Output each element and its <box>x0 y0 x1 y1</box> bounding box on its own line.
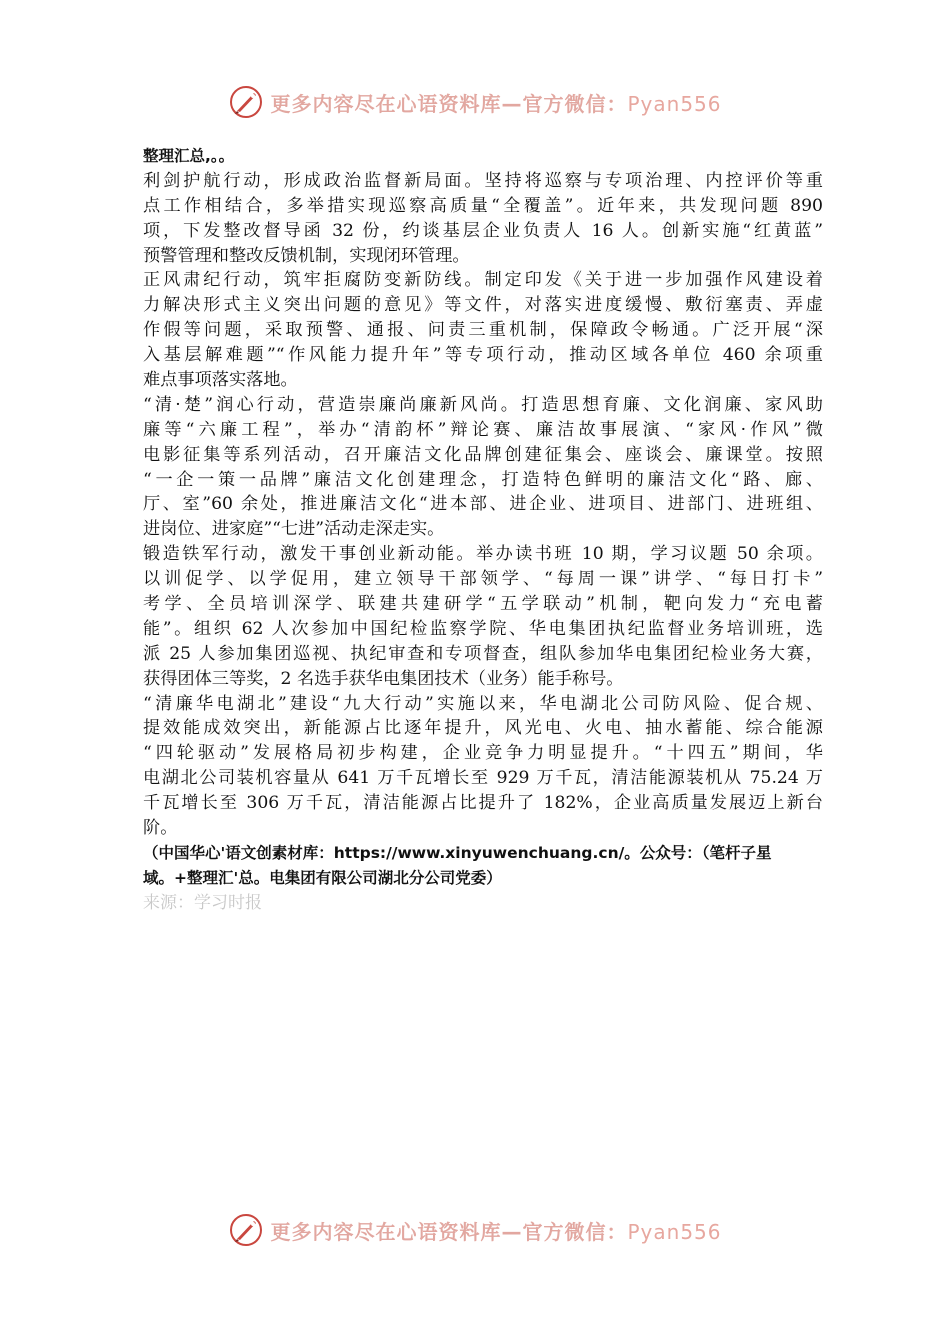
text-line: 进岗位、进家庭”“七进”活动走深走实。 <box>143 519 445 540</box>
source-attribution: 来源：学习时报 <box>143 892 262 913</box>
text-line: 利剑护航行动，形成政治监督新局面。坚持将巡察与专项治理、内控评价等重 <box>143 170 823 191</box>
text-line: 预警管理和整改反馈机制，实现闭环管理。 <box>143 245 470 266</box>
text-line: “清廉华电湖北”建设“九大行动”实施以来，华电湖北公司防风险、促合规、 <box>143 693 823 714</box>
text-line: 电湖北公司装机容量从 641 万千瓦增长至 929 万千瓦，清洁能源装机从 75.24 万 <box>143 768 823 789</box>
banner-wechat-id: Pyan556 <box>627 1219 722 1244</box>
text-line: 力解决形式主义突出问题的意见》等文件，对落实进度缓慢、敷衍塞责、弄虚 <box>143 295 823 316</box>
text-line: “一企一策一品牌”廉洁文化创建理念，打造特色鲜明的廉洁文化“路、廊、 <box>143 469 823 490</box>
banner-text <box>270 88 721 117</box>
text-line: 以训促学、以学促用，建立领导干部领学、“每周一课”讲学、“每日打卡” <box>143 569 823 590</box>
text-line: 点工作相结合，多举措实现巡察高质量“全覆盖”。近年来，共发现问题 890 <box>143 195 823 216</box>
text-line: 能”。组织 62 人次参加中国纪检监察学院、华电集团执纪监督业务培训班，选 <box>143 618 823 639</box>
text-line: 千瓦增长至 306 万千瓦，清洁能源占比提升了 182%，企业高质量发展迈上新台 <box>143 793 823 814</box>
text-line: 入基层解难题”“作风能力提升年”等专项行动，推动区域各单位 460 余项重 <box>143 345 823 366</box>
quill-pen-logo-icon <box>228 1212 264 1248</box>
banner-slogan: 更多内容尽在心语资料库—官方微信： <box>270 91 628 116</box>
text-line: 廉等“六廉工程”，举办“清韵杯”辩论赛、廉洁故事展演、“家风·作风”微 <box>143 419 823 440</box>
banner-text <box>270 1216 721 1245</box>
text-line: 作假等问题，采取预警、通报、问责三重机制，保障政令畅通。广泛开展“深 <box>143 320 823 341</box>
text-line: 难点事项落实落地。 <box>143 370 298 391</box>
banner-wechat-id: Pyan556 <box>627 91 722 116</box>
text-line: 正风肃纪行动，筑牢拒腐防变新防线。制定印发《关于进一步加强作风建设着 <box>143 270 823 291</box>
source-note-line: 域。+整理汇'总。电集团有限公司湖北分公司党委） <box>143 868 502 887</box>
source-note-line: （中国华心'语文创素材库：https://www.xinyuwenchuang.cn/。公众号：（笔杆子星 <box>143 843 772 862</box>
text-line: “四轮驱动”发展格局初步构建，企业竞争力明显提升。“十四五”期间，华 <box>143 743 823 764</box>
text-line: 派 25 人参加集团巡视、执纪审查和专项督查，组队参加华电集团纪检业务大赛， <box>143 643 823 664</box>
footer-watermark-banner <box>0 1208 950 1252</box>
text-line: 锻造铁军行动，激发干事创业新动能。举办读书班 10 期，学习议题 50 余项。 <box>143 544 823 565</box>
text-line: 项，下发整改督导函 32 份，约谈基层企业负责人 16 人。创新实施“红黄蓝” <box>143 220 823 241</box>
text-line: 阶。 <box>143 818 178 839</box>
text-line: 电影征集等系列活动，召开廉洁文化品牌创建征集会、座谈会、廉课堂。按照 <box>143 444 823 465</box>
text-line: 获得团体三等奖，2 名选手获华电集团技术（业务）能手称号。 <box>143 668 624 689</box>
document-body <box>143 144 823 916</box>
text-line: 考学、全员培训深学、联建共建研学“五学联动”机制，靶向发力“充电蓄 <box>143 594 823 615</box>
banner-slogan: 更多内容尽在心语资料库—官方微信： <box>270 1219 628 1244</box>
quill-pen-logo-icon <box>228 84 264 120</box>
text-line: “清·楚”润心行动，营造崇廉尚廉新风尚。打造思想育廉、文化润廉、家风助 <box>143 394 823 415</box>
text-line: 整理汇总,。。 <box>143 147 235 165</box>
text-line: 厅、室”60 余处，推进廉洁文化“进本部、进企业、进项目、进部门、进班组、 <box>143 494 823 515</box>
text-line: 提效能成效突出，新能源占比逐年提升，风光电、火电、抽水蓄能、综合能源 <box>143 718 823 739</box>
header-watermark-banner <box>0 80 950 124</box>
